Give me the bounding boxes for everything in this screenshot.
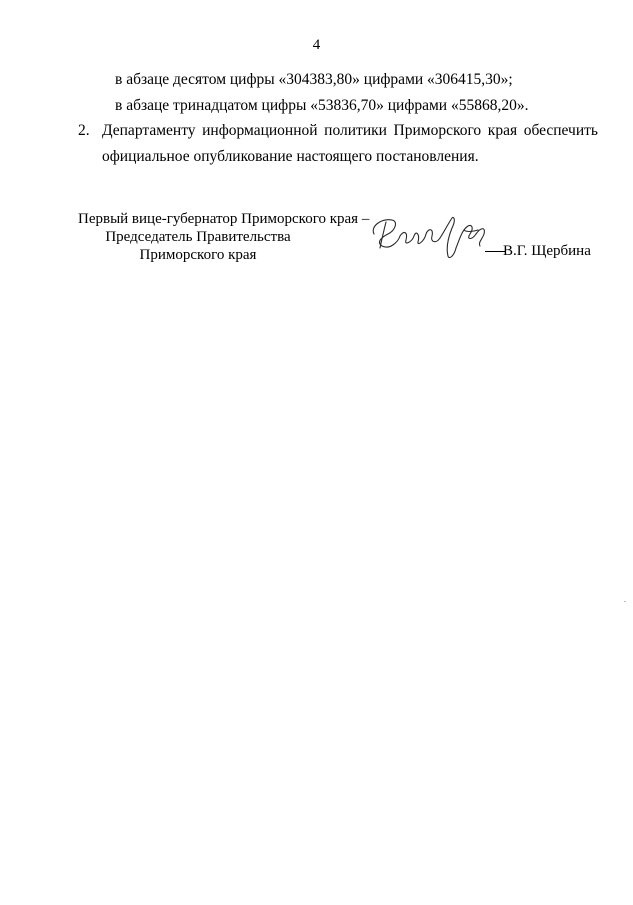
position-line: Председатель Правительства bbox=[105, 229, 291, 245]
handwritten-signature-icon bbox=[368, 212, 493, 267]
item-text-line: Департаменту информационной политики Приморского края обеспечить bbox=[102, 122, 598, 139]
item-text-line: официальное опубликование настоящего постановления. bbox=[102, 148, 479, 165]
position-line: Приморского края bbox=[139, 247, 257, 263]
amendment-line: в абзаце десятом цифры «304383,80» цифрами «306415,30»; bbox=[115, 71, 513, 88]
signatory-position bbox=[78, 210, 370, 264]
signer-name: В.Г. Щербина bbox=[503, 243, 591, 259]
page-number: 4 bbox=[312, 37, 321, 53]
amendment-line: в абзаце тринадцатом цифры «53836,70» цифрами «55868,20». bbox=[115, 97, 529, 114]
item-number: 2. bbox=[78, 122, 90, 139]
signature-dash bbox=[485, 251, 505, 252]
position-line: Первый вице-губернатор Приморского края – bbox=[78, 211, 370, 227]
scan-speck bbox=[624, 601, 626, 602]
